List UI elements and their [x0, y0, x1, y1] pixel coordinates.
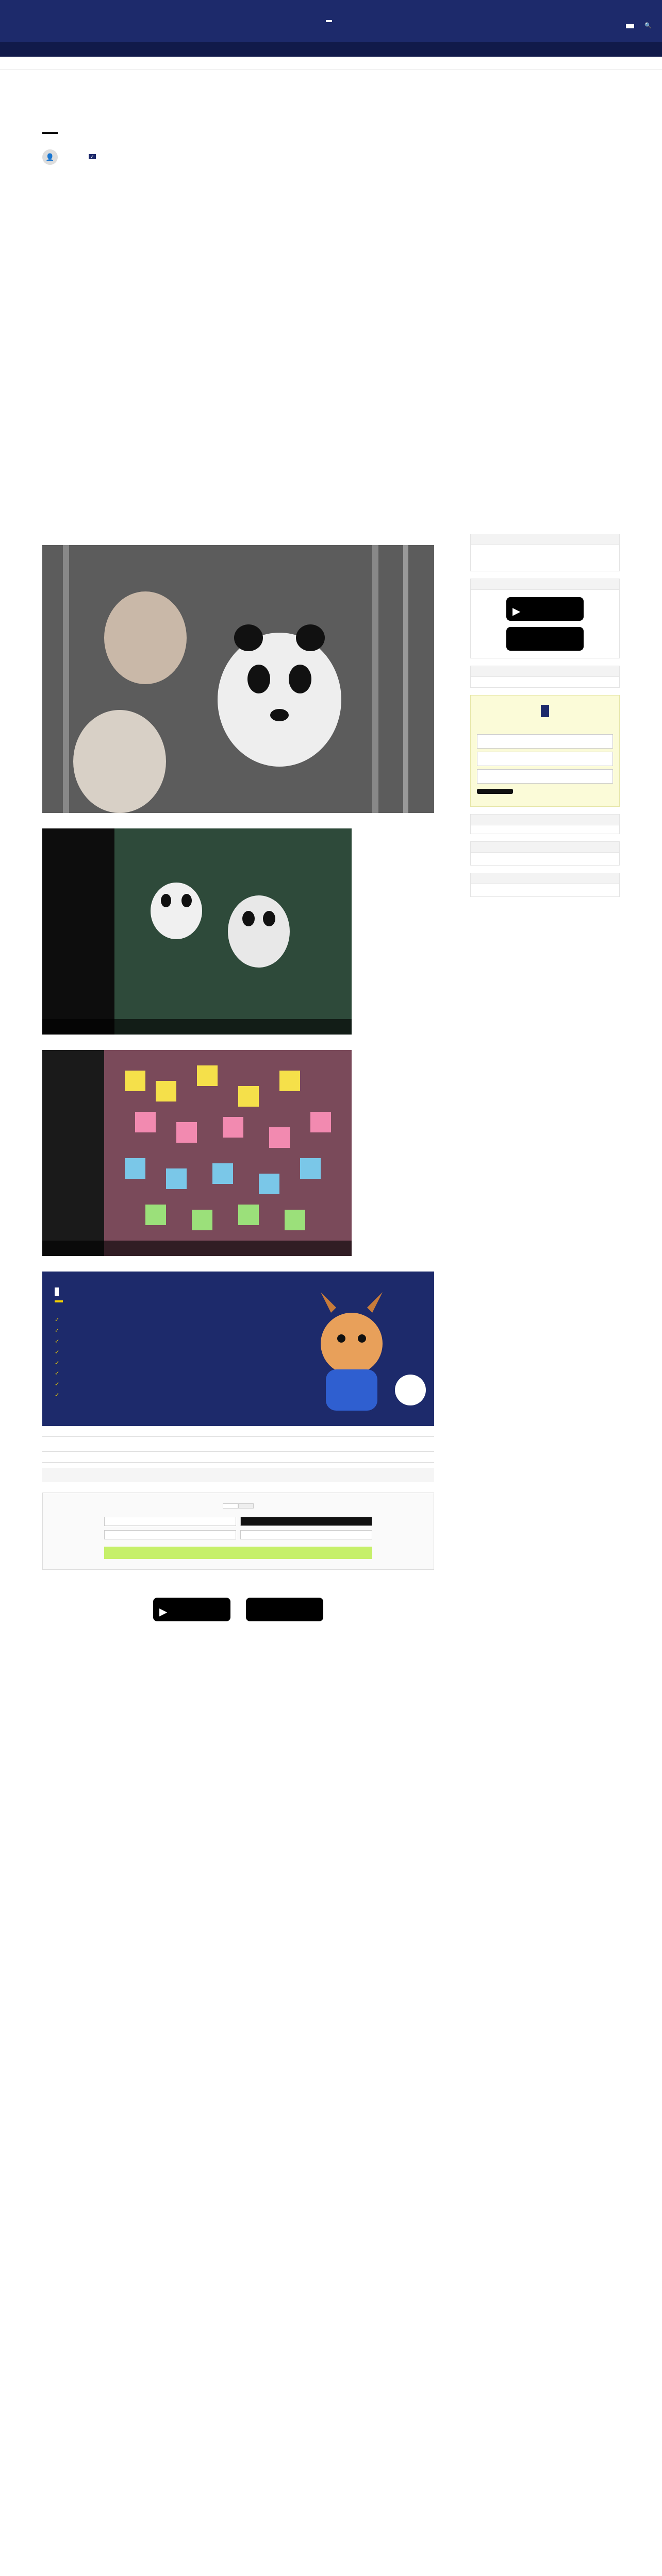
members-box	[470, 666, 620, 688]
app-store-button[interactable]	[246, 1598, 323, 1621]
latest-box	[470, 841, 620, 866]
donate-widget	[42, 1493, 434, 1570]
members-title	[471, 666, 619, 677]
payment-methods	[471, 555, 619, 561]
check-icon: ✓	[55, 1338, 60, 1345]
site-logo[interactable]	[326, 18, 336, 25]
logo-mark	[326, 20, 332, 22]
amount-option[interactable]	[104, 1517, 236, 1526]
check-icon: ✓	[55, 1381, 60, 1388]
newsletter-box	[470, 695, 620, 807]
check-icon: ✓	[55, 1317, 60, 1323]
check-icon: ✓	[55, 1370, 60, 1377]
benefit-item	[55, 1390, 62, 1401]
check-icon: ✓	[55, 1349, 60, 1355]
trending-tags	[0, 57, 662, 70]
trust-icon: ✓	[89, 154, 96, 159]
features-title	[471, 873, 619, 884]
google-play-icon: ▶	[159, 1606, 168, 1618]
promo-logo	[55, 1287, 59, 1296]
byline	[42, 149, 620, 165]
google-play-button[interactable]	[153, 1598, 230, 1621]
benefit-item	[55, 1347, 62, 1358]
check-icon: ✓	[55, 1327, 60, 1334]
title-rule	[42, 132, 58, 134]
apps-title	[471, 579, 619, 590]
benefit-item	[55, 1336, 62, 1347]
last-name-input[interactable]	[477, 752, 613, 766]
trust-link[interactable]	[89, 153, 96, 161]
article-body	[42, 534, 434, 1634]
top-bar	[0, 0, 662, 15]
about-title	[471, 815, 619, 825]
main-nav	[0, 42, 662, 57]
video-embed[interactable]	[42, 828, 352, 1035]
join-button[interactable]	[104, 1547, 372, 1559]
share-bar	[42, 1436, 434, 1452]
video-thumbnail	[42, 828, 352, 1035]
author-avatar: 👤	[42, 149, 58, 165]
name-input[interactable]	[477, 734, 613, 749]
footer-links	[42, 1452, 434, 1463]
about-box	[470, 814, 620, 834]
app-store-button[interactable]	[506, 627, 584, 651]
one-time-tab[interactable]	[223, 1503, 238, 1509]
member-benefits-banner[interactable]	[42, 1272, 434, 1426]
panda-photo[interactable]	[42, 545, 434, 813]
anniversary-badge	[395, 1375, 426, 1405]
site-header	[0, 0, 662, 57]
mascot-illustration	[300, 1292, 403, 1416]
benefit-item	[55, 1315, 62, 1326]
video-thumbnail	[42, 1050, 352, 1256]
amount-option[interactable]	[240, 1517, 372, 1526]
check-icon: ✓	[55, 1392, 60, 1399]
benefit-item	[55, 1379, 62, 1390]
amount-option[interactable]	[104, 1530, 236, 1539]
google-play-icon: ▶	[512, 606, 521, 617]
monthly-tab[interactable]	[238, 1503, 254, 1509]
video-embed[interactable]	[42, 1050, 352, 1256]
support-button[interactable]	[626, 24, 634, 28]
benefit-item	[55, 1368, 62, 1379]
benefit-item	[55, 1326, 62, 1336]
newsletter-logo	[541, 705, 549, 717]
safeguard-banner	[42, 1468, 434, 1482]
benefit-item	[55, 1358, 62, 1369]
donate-title	[471, 534, 619, 545]
panda-illustration	[42, 545, 434, 813]
amount-option[interactable]	[240, 1530, 372, 1539]
email-input[interactable]	[477, 769, 613, 784]
sidebar	[470, 534, 620, 904]
check-icon: ✓	[55, 1360, 60, 1366]
signup-button[interactable]	[477, 789, 513, 794]
latest-title	[471, 842, 619, 853]
search-icon[interactable]: 🔍	[644, 23, 652, 29]
donate-box	[470, 534, 620, 571]
features-box	[470, 873, 620, 897]
promo-subtitle	[55, 1300, 63, 1302]
apps-box	[470, 579, 620, 658]
google-play-button[interactable]	[506, 597, 584, 621]
subscribe-title	[471, 719, 619, 731]
